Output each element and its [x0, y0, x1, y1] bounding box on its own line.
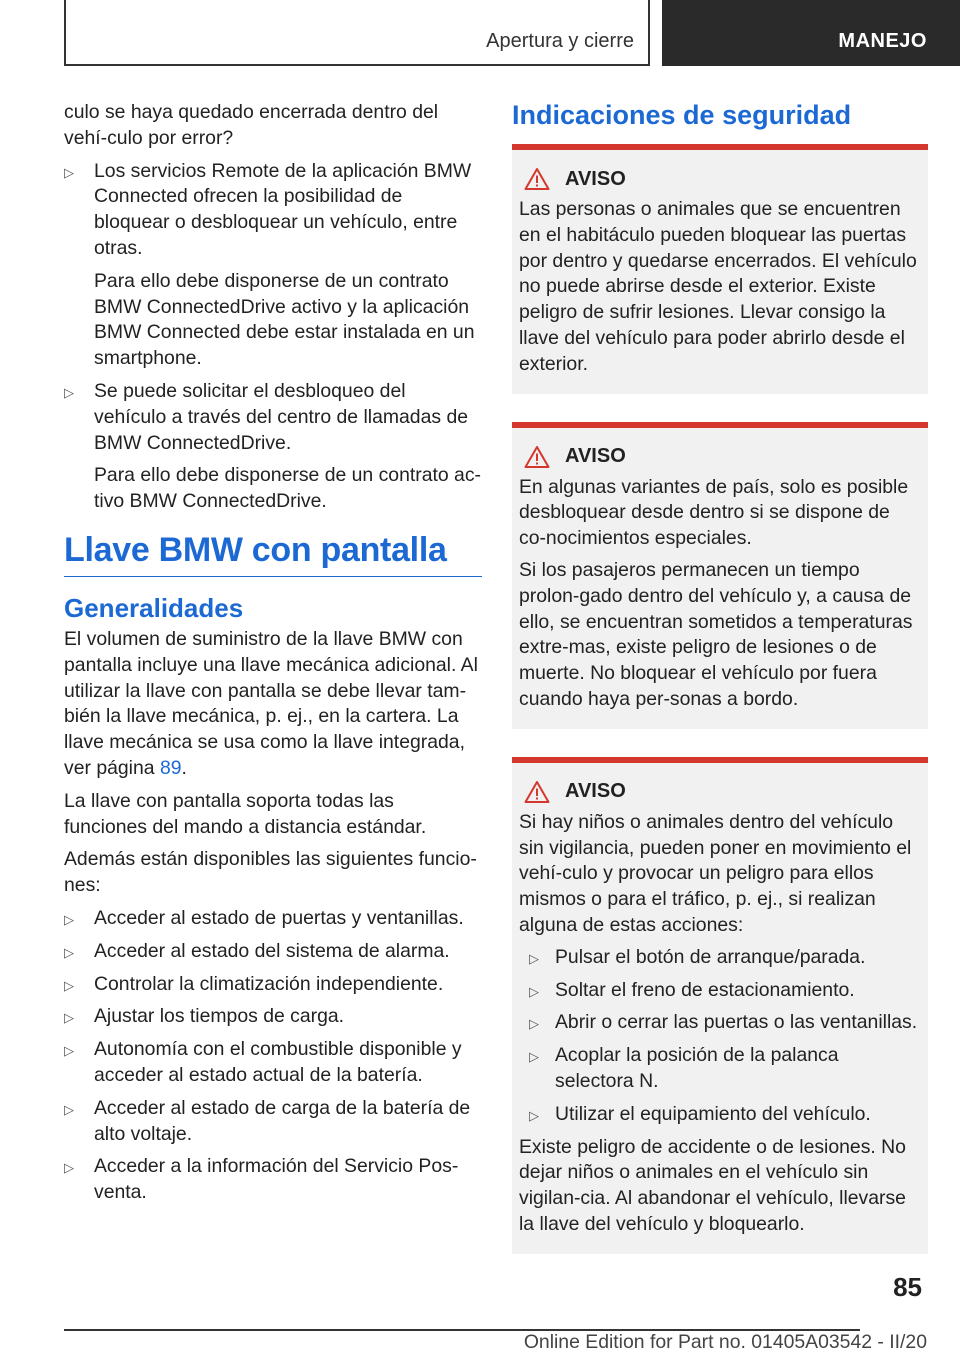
feature-list — [64, 906, 482, 1206]
right-column — [512, 100, 928, 1254]
list-item-text: Autonomía con el combustible disponible y acceder al estado actual de la batería. — [94, 1038, 462, 1086]
list-item-text: Ajustar los tiempos de carga. — [94, 1005, 345, 1028]
triangle-right-icon: ▷ — [64, 1010, 74, 1026]
page-link[interactable]: 89 — [159, 756, 182, 779]
remote-list — [64, 159, 482, 515]
triangle-right-icon: ▷ — [64, 1043, 74, 1059]
triangle-right-icon: ▷ — [529, 983, 539, 999]
warning-title — [519, 444, 920, 470]
warning-label: AVISO — [565, 780, 626, 803]
warning-label: AVISO — [565, 445, 626, 468]
list-item-subtext: Para ello debe disponerse de un contrato BMW ConnectedDrive activo y la aplicación BMW Connected debe estar instalada en un smartphone. — [94, 269, 475, 370]
triangle-right-icon: ▷ — [64, 1160, 74, 1176]
paragraph: La llave con pantalla soporta todas las funciones del mando a distancia estándar. — [64, 789, 427, 838]
list-item — [64, 1004, 482, 1030]
paragraph-text: El volumen de suministro de la llave BMW con pantalla incluye una llave mecánica adicional. Al utilizar la llave con pantalla se debe llevar tam-bién la llave mecánica, p. ej., en la cartera. La llave mecánica se usa como la llave integrada, ver página — [64, 627, 478, 779]
warning-box — [512, 757, 928, 1254]
list-item — [64, 939, 482, 965]
paragraph — [64, 627, 482, 782]
triangle-right-icon: ▷ — [529, 1107, 539, 1123]
triangle-right-icon: ▷ — [529, 1049, 539, 1065]
list-item — [64, 379, 482, 515]
list-item — [64, 972, 482, 998]
list-item-text: Soltar el freno de estacionamiento. — [555, 978, 855, 1001]
warning-triangle-icon — [524, 780, 550, 804]
triangle-right-icon: ▷ — [64, 977, 74, 993]
header-section-tab — [64, 0, 650, 66]
list-item-text: Utilizar el equipamiento del vehículo. — [555, 1102, 871, 1125]
main-heading: Llave BMW con pantalla — [64, 531, 482, 577]
list-item-text: Controlar la climatización independiente. — [94, 972, 444, 995]
paragraph: Además están disponibles las siguientes funcio-nes: — [64, 848, 477, 897]
paragraph-text: . — [181, 756, 187, 779]
warning-text: Las personas o animales que se encuentren en el habitáculo pueden bloquear las puertas por dentro y quedarse encerrados. El vehículo no puede abrirse desde el exterior. Existe peligro de sufrir lesiones. Llevar consigo la llave del vehículo para poder abrirlo desde el exterior. — [519, 198, 917, 375]
list-item-text: Abrir o cerrar las puertas o las ventanillas. — [555, 1011, 918, 1034]
chapter-title: MANEJO — [838, 30, 927, 52]
sub-heading: Generalidades — [64, 592, 244, 623]
header-chapter-tab — [662, 0, 960, 66]
list-item-text: Acoplar la posición de la palanca selectora N. — [555, 1044, 839, 1092]
left-column — [64, 100, 482, 1213]
list-item-subtext: Para ello debe disponerse de un contrato ac-tivo BMW ConnectedDrive. — [94, 464, 481, 513]
warning-title — [519, 779, 920, 805]
list-item — [519, 945, 920, 971]
triangle-right-icon: ▷ — [64, 944, 74, 960]
warning-text: Si los pasajeros permanecen un tiempo prolon-gado dentro del vehículo y, a causa de ello, se encuentran sometidos a temperaturas extre-mas, existe peligro de lesiones o de muerte. No bloquear el vehículo por fuera cuando haya per-sonas a bordo. — [519, 558, 913, 710]
safety-heading: Indicaciones de seguridad — [512, 100, 852, 130]
list-item — [64, 159, 482, 372]
warning-text: Existe peligro de accidente o de lesiones. No dejar niños o animales en el vehículo sin vigilan-cia. Al abandonar el vehículo, llevarse la llave del vehículo y bloquearlo. — [519, 1135, 906, 1235]
warning-triangle-icon — [524, 445, 550, 469]
list-item — [519, 1010, 920, 1036]
list-item-text: Acceder al estado de carga de la batería de alto voltaje. — [94, 1096, 471, 1145]
list-item-text: Los servicios Remote de la aplicación BMW Connected ofrecen la posibilidad de bloquear o desbloquear un vehículo, entre otras. — [94, 159, 472, 259]
warning-action-list — [519, 945, 920, 1128]
list-item — [519, 1102, 920, 1128]
triangle-right-icon: ▷ — [64, 1101, 74, 1117]
triangle-right-icon: ▷ — [529, 1016, 539, 1032]
list-item — [64, 906, 482, 932]
triangle-right-icon: ▷ — [64, 911, 74, 927]
triangle-right-icon: ▷ — [529, 950, 539, 966]
list-item-text: Pulsar el botón de arranque/parada. — [555, 945, 866, 968]
list-item — [519, 978, 920, 1004]
list-item-text: Acceder al estado de puertas y ventanillas. — [94, 906, 464, 929]
warning-box — [512, 144, 928, 394]
intro-text: culo se haya quedado encerrada dentro del vehí-culo por error? — [64, 101, 439, 149]
list-item — [64, 1096, 482, 1148]
list-item — [519, 1043, 920, 1095]
warning-text: Si hay niños o animales dentro del vehículo sin vigilancia, pueden poner en movimiento el vehí-culo y provocar un peligro para ellos mismos o para el tráfico, p. ej., si realizan alguna de estas acciones: — [519, 810, 912, 936]
warning-text: En algunas variantes de país, solo es posible desbloquear desde dentro si se dispone de co-nocimientos especiales. — [519, 475, 909, 550]
section-title: Apertura y cierre — [486, 30, 634, 52]
warning-title — [519, 166, 920, 192]
list-item-text: Acceder a la información del Servicio Pos-venta. — [94, 1155, 459, 1204]
warning-box — [512, 422, 928, 729]
warning-label: AVISO — [565, 167, 626, 190]
list-item — [64, 1037, 482, 1089]
page-number: 85 — [893, 1272, 922, 1302]
triangle-right-icon: ▷ — [64, 384, 74, 400]
warning-triangle-icon — [524, 167, 550, 191]
edition-text: Online Edition for Part no. 01405A03542 - II/20 — [523, 1331, 927, 1353]
list-item-text: Acceder al estado del sistema de alarma. — [94, 939, 450, 962]
list-item-text: Se puede solicitar el desbloqueo del vehículo a través del centro de llamadas de BMW ConnectedDrive. — [94, 379, 469, 454]
triangle-right-icon: ▷ — [64, 164, 74, 180]
list-item — [64, 1154, 482, 1206]
